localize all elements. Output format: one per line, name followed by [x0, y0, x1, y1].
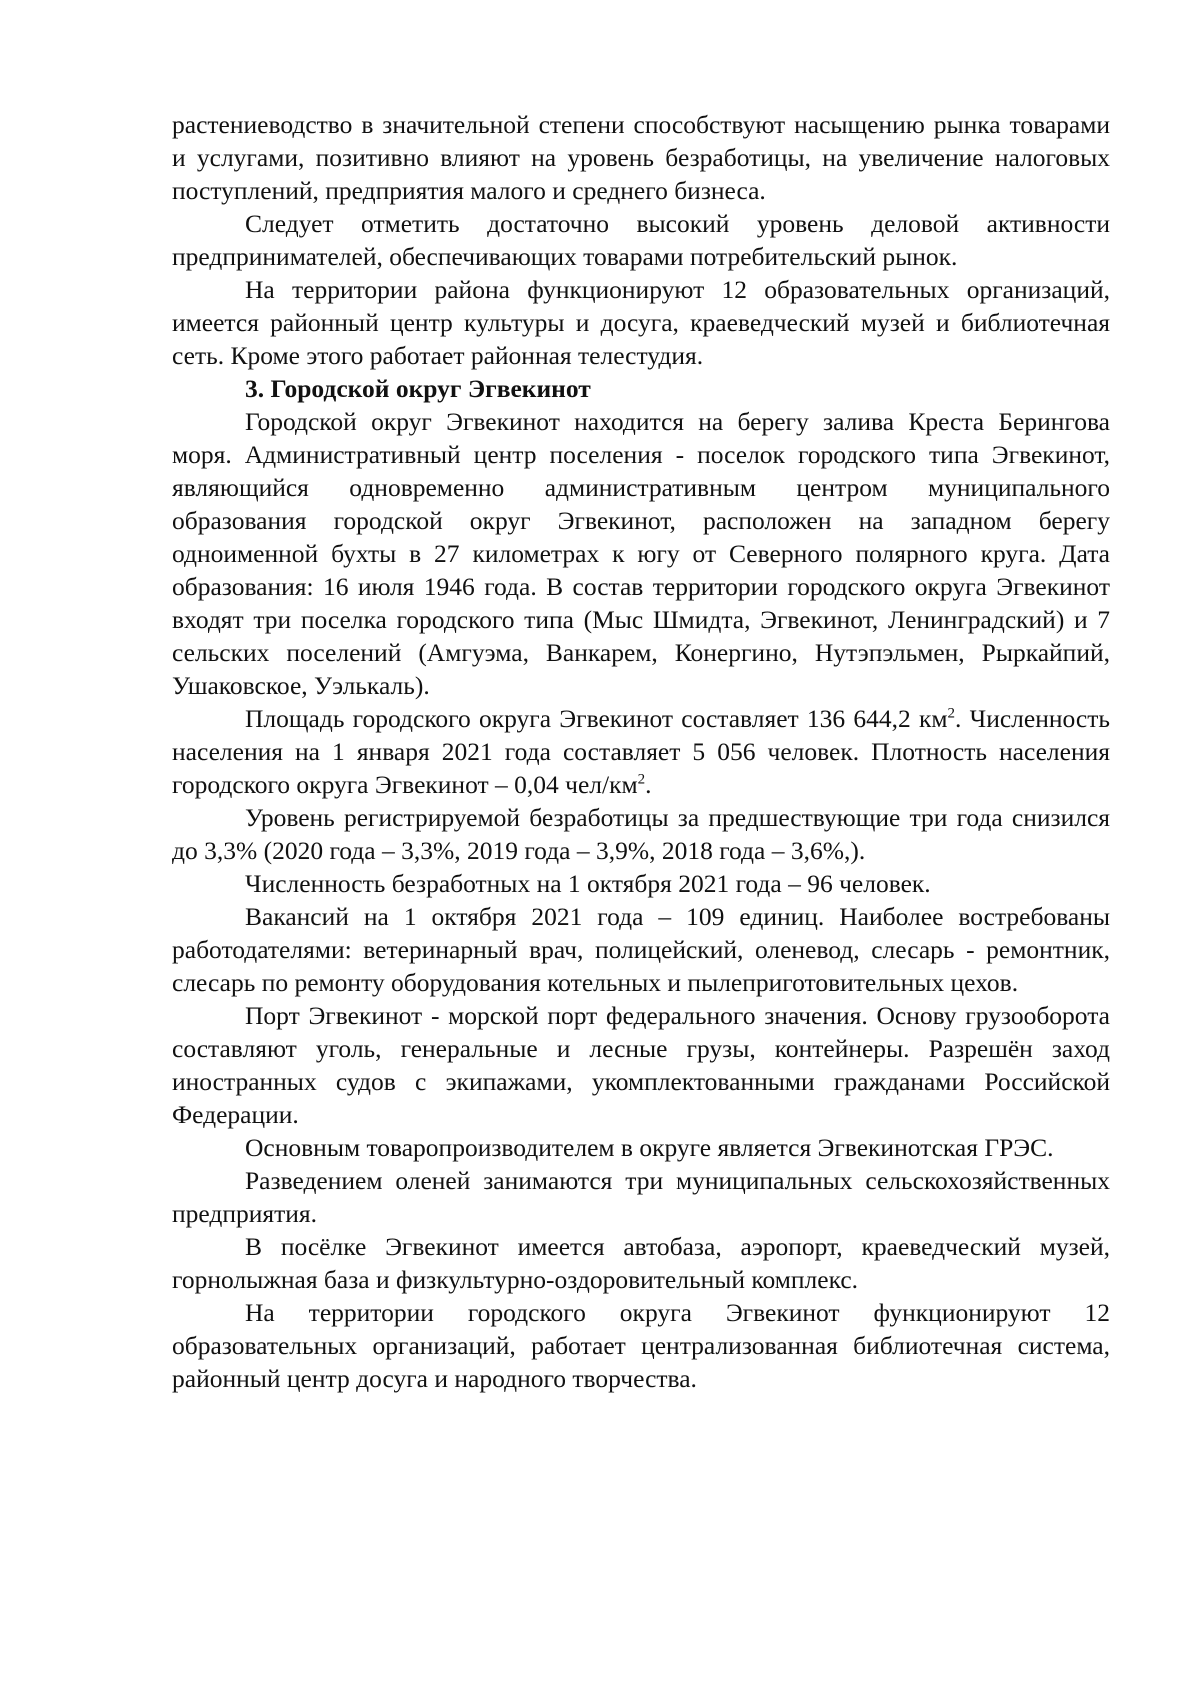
paragraph-vacancies: Вакансий на 1 октября 2021 года – 109 единиц. Наиболее востребованы работодателями: ветеринарный врач, полицейский, оленевод, слесарь - ремонтник, слесарь по ремонту оборудования котельных и пылеприготовительных цехов. — [172, 902, 1110, 997]
superscript-squared: 2 — [947, 705, 956, 722]
paragraph-area-population — [172, 702, 1110, 801]
area-text: Площадь городского округа Эгвекинот составляет 136 644,2 км — [245, 704, 948, 733]
paragraph-infrastructure: В посёлке Эгвекинот имеется автобаза, аэропорт, краеведческий музей, горнолыжная база и физкультурно-оздоровительный комплекс. — [172, 1232, 1110, 1294]
paragraph-education-culture: На территории городского округа Эгвекинот функционируют 12 образовательных организаций, работает централизованная библиотечная система, районный центр досуга и народного творчества. — [172, 1298, 1110, 1393]
paragraph-continuation: растениеводство в значительной степени способствуют насыщению рынка товарами и услугами, позитивно влияют на уровень безработицы, на увеличение налоговых поступлений, предприятия малого и среднего бизнеса. — [172, 110, 1110, 205]
paragraph-egvekinot-overview: Городской округ Эгвекинот находится на берегу залива Креста Берингова моря. Административный центр поселения - поселок городского типа Эгвекинот, являющийся одновременно административным центром муниципального образования городской округ Эгвекинот, расположен на западном берегу одноименной бухты в 27 километрах к югу от Северного полярного круга. Дата образования: 16 июля 1946 года. В состав территории городского округа Эгвекинот входят три поселка городского типа (Мыс Шмидта, Эгвекинот, Ленинградский) и 7 сельских поселений (Амгуэма, Ванкарем, Конергино, Нутэпэльмен, Рыркайпий, Ушаковское, Уэлькаль). — [172, 407, 1110, 700]
population-text: . Численность населения на 1 января 2021 года составляет 5 056 человек. Плотность населения городского округа Эгвекинот – 0,04 чел/км — [172, 704, 1110, 799]
paragraph-district-education: На территории района функционируют 12 образовательных организаций, имеется районный центр культуры и досуга, краеведческий музей и библиотечная сеть. Кроме этого работает районная телестудия. — [172, 275, 1110, 370]
paragraph-unemployed-count: Численность безработных на 1 октября 2021 года – 96 человек. — [245, 869, 931, 898]
paragraph-business-activity: Следует отметить достаточно высокий уровень деловой активности предпринимателей, обеспечивающих товарами потребительский рынок. — [172, 209, 1110, 271]
superscript-squared: 2 — [637, 771, 646, 788]
section-heading: 3. Городской округ Эгвекинот — [245, 374, 591, 403]
paragraph-main-producer: Основным товаропроизводителем в округе является Эгвекинотская ГРЭС. — [245, 1133, 1054, 1162]
period-text: . — [645, 770, 652, 799]
paragraph-unemployment-rate: Уровень регистрируемой безработицы за предшествующие три года снизился до 3,3% (2020 года – 3,3%, 2019 года – 3,9%, 2018 года – 3,6%,). — [172, 803, 1110, 865]
document-page — [172, 108, 1110, 1395]
paragraph-reindeer: Разведением оленей занимаются три муниципальных сельскохозяйственных предприятия. — [172, 1166, 1110, 1228]
paragraph-port: Порт Эгвекинот - морской порт федерального значения. Основу грузооборота составляют уголь, генеральные и лесные грузы, контейнеры. Разрешён заход иностранных судов с экипажами, укомплектованными гражданами Российской Федерации. — [172, 1001, 1110, 1129]
